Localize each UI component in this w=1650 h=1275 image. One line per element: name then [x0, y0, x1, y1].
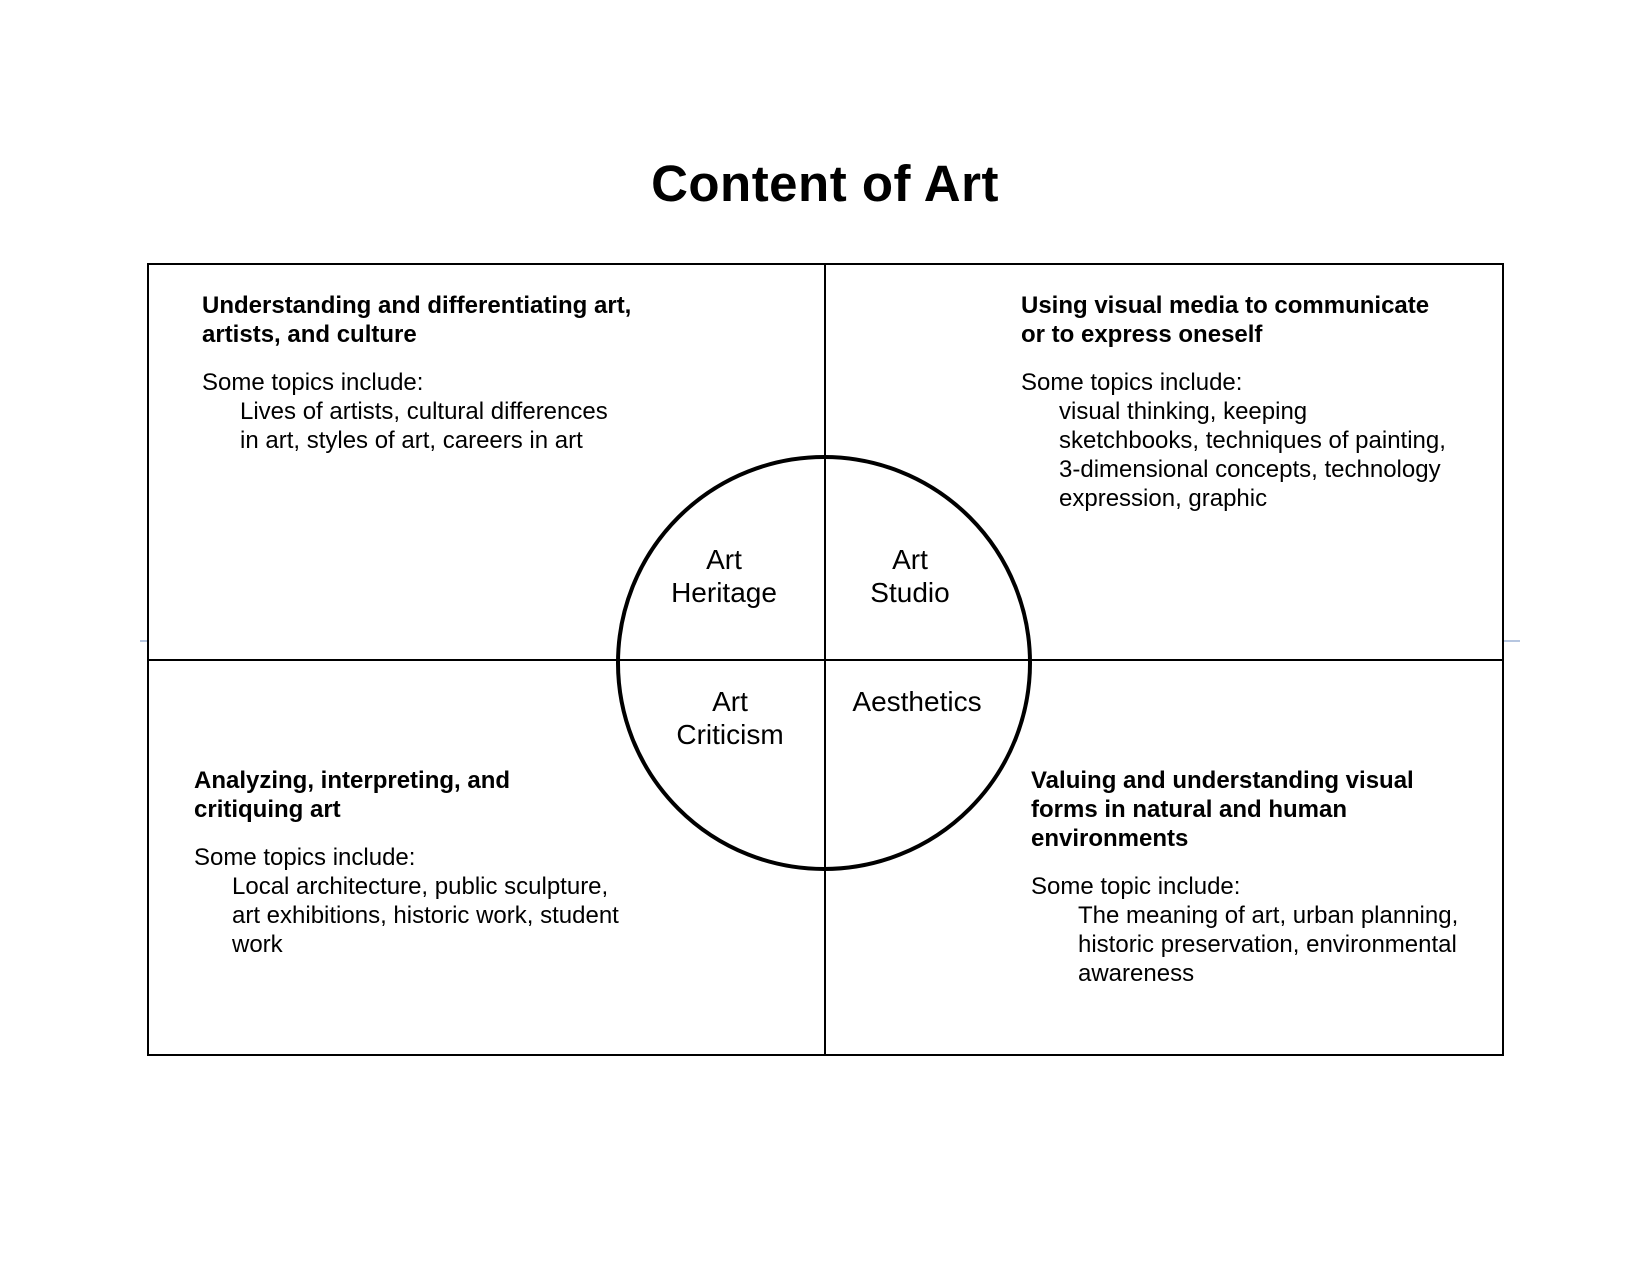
topics-list: Lives of artists, cultural differences in art, styles of art, careers in art: [240, 398, 608, 454]
quadrant-heading: Analyzing, interpreting, and critiquing art: [194, 767, 511, 823]
topics-list: Local architecture, public sculpture, art exhibitions, historic work, student work: [232, 873, 619, 958]
quadrant-heading: Valuing and understanding visual forms in natural and human environments: [1031, 767, 1414, 852]
quadrant-heading: Understanding and differentiating art, artists, and culture: [202, 292, 632, 348]
circle-label-art-criticism: Art Criticism: [676, 686, 784, 750]
quadrant-top-right: [1021, 291, 1451, 536]
page-title: Content of Art: [651, 155, 999, 212]
topics-list: visual thinking, keeping sketchbooks, techniques of painting, 3-dimensional concepts, technology expression, graphic: [1059, 398, 1446, 512]
circle-label-art-heritage: Art Heritage: [671, 544, 777, 608]
quadrant-bottom-right: [1031, 766, 1461, 988]
quadrant-heading: Using visual media to communicate or to express oneself: [1021, 292, 1430, 348]
circle-label-aesthetics: Aesthetics: [852, 686, 982, 717]
topics-list: The meaning of art, urban planning, historic preservation, environmental awareness: [1078, 902, 1459, 987]
topics-intro: Some topic include:: [1031, 873, 1241, 900]
quadrant-top-left: [202, 291, 632, 455]
circle-label-art-studio: Art Studio: [870, 544, 950, 608]
topics-intro: Some topics include:: [1021, 369, 1243, 396]
quadrant-bottom-left: [194, 766, 624, 959]
topics-intro: Some topics include:: [202, 369, 424, 396]
topics-intro: Some topics include:: [194, 844, 416, 871]
